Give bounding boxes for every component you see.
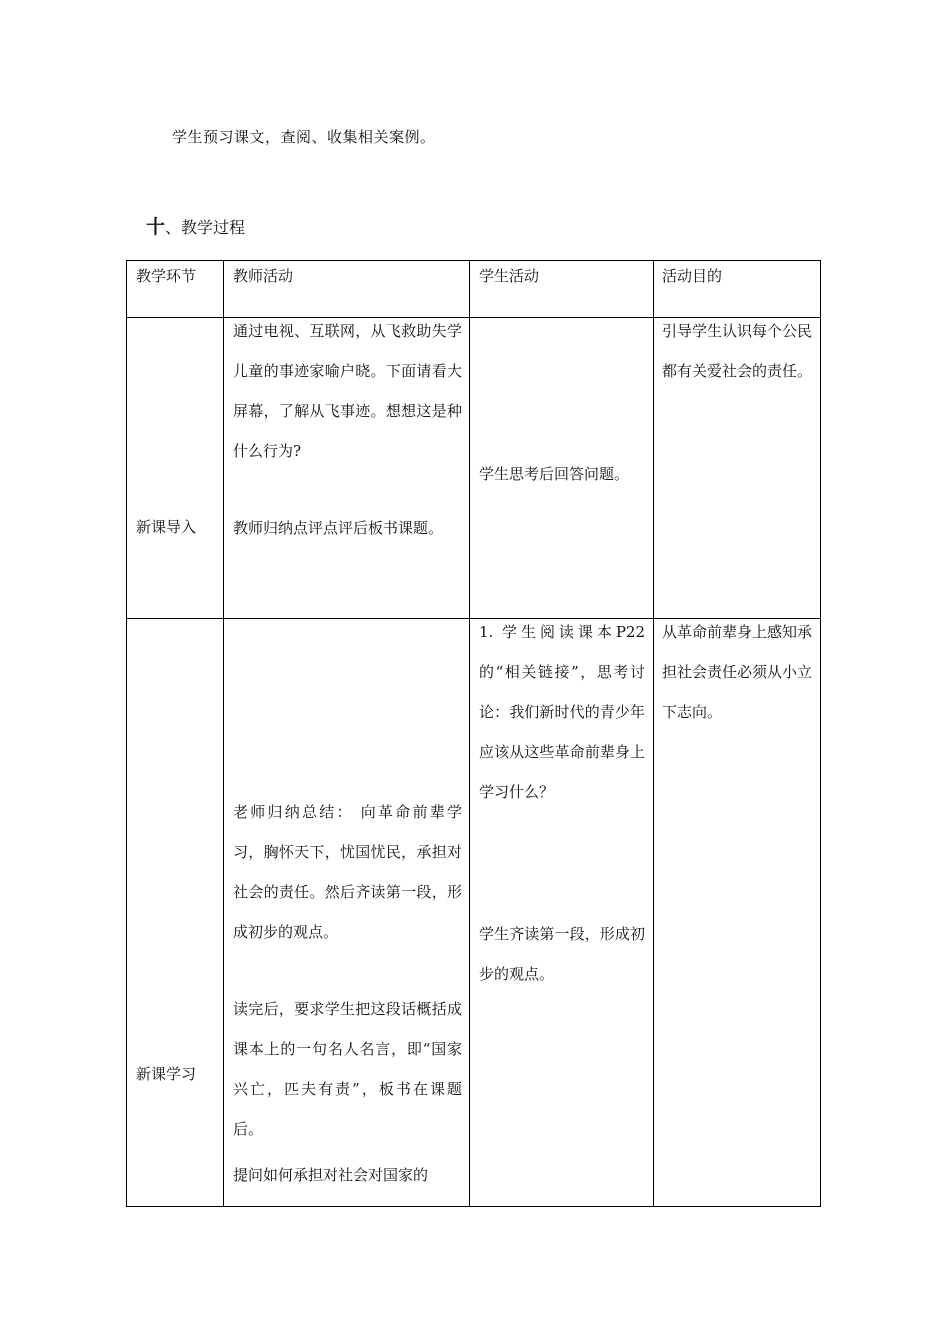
row2-student-para-1: 1. 学生阅读课本P22的“相关链接”，思考讨论：我们新时代的青少年应该从这些革命前辈身上学习什么？	[479, 623, 645, 801]
row2-stage: 新课学习	[136, 1065, 197, 1083]
table-border-bottom	[126, 1206, 821, 1207]
row2-student-activity	[479, 612, 645, 994]
row2-teacher-para-2: 读完后，要求学生把这段话概括成课本上的一句名人名言，即“国家兴亡，匹夫有责”，板书在课题后。	[233, 1000, 462, 1138]
section-number: 十	[146, 216, 166, 238]
preparation-text: 学生预习课文，查阅、收集相关案例。	[172, 128, 436, 146]
section-heading	[146, 212, 245, 239]
header-teacher-activity: 教师活动	[233, 267, 294, 285]
row2-teacher-activity	[233, 792, 462, 1195]
row1-stage: 新课导入	[136, 518, 197, 536]
header-student-activity: 学生活动	[479, 267, 540, 285]
row1-student-activity	[479, 454, 645, 494]
row1-teacher-para-1: 通过电视、互联网，从飞救助失学儿童的事迹家喻户晓。下面请看大屏幕，了解从飞事迹。想想这是种什么行为?	[233, 322, 462, 460]
table-border-col2	[469, 260, 470, 1207]
row1-purpose-para-1: 引导学生认识每个公民都有关爱社会的责任。	[662, 322, 813, 380]
row2-teacher-para-3: 提问如何承担对社会对国家的	[233, 1166, 429, 1184]
row2-purpose	[662, 612, 812, 732]
row2-purpose-para-1: 从革命前辈身上感知承担社会责任必须从小立下志向。	[662, 623, 813, 721]
row1-teacher-para-2: 教师归纳点评点评后板书课题。	[233, 519, 444, 537]
table-border-col1	[223, 260, 224, 1207]
row1-teacher-activity	[233, 311, 462, 548]
table-border-left	[126, 260, 127, 1207]
row2-student-para-2: 学生齐读第一段，形成初步的观点。	[479, 925, 645, 983]
row1-student-para-1: 学生思考后回答问题。	[479, 465, 630, 483]
header-stage: 教学环节	[136, 267, 197, 285]
header-purpose: 活动目的	[662, 267, 723, 285]
row1-purpose	[662, 311, 812, 391]
section-title: 、教学过程	[165, 218, 246, 237]
row2-teacher-para-1: 老师归纳总结： 向革命前辈学习，胸怀天下，忧国忧民，承担对社会的责任。然后齐读第一段，形成初步的观点。	[233, 803, 462, 941]
table-border-col3	[653, 260, 654, 1207]
table-border-right	[820, 260, 821, 1207]
